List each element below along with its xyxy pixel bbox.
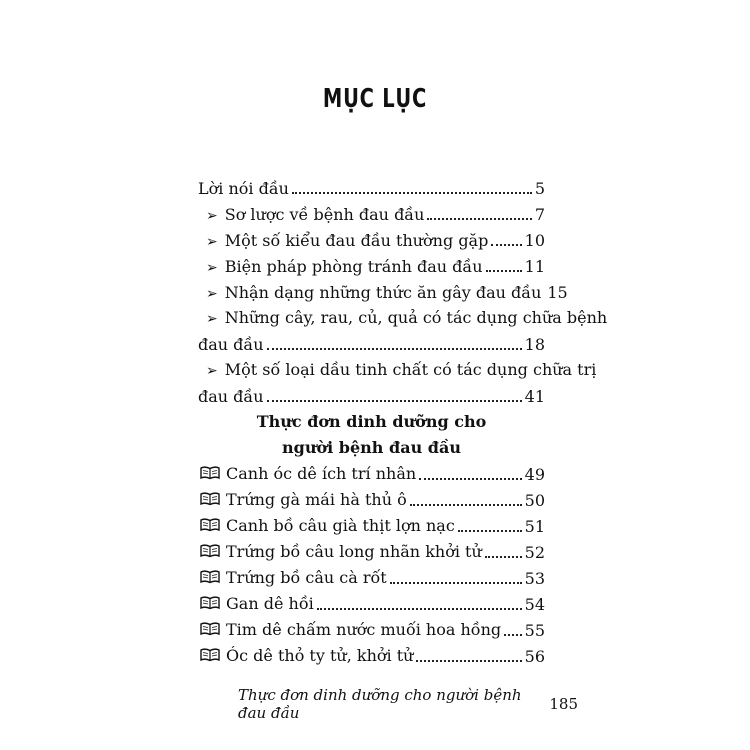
toc-entry <box>198 279 568 305</box>
recipe-entry <box>198 591 545 617</box>
recipe-text: Óc dê thỏ ty tử, khởi tử <box>226 646 414 665</box>
open-book-icon <box>200 569 220 588</box>
recipe-text: Gan dê hồi <box>226 594 314 613</box>
toc-entry-intro <box>198 175 545 201</box>
section-heading-line1: Thực đơn dinh dưỡng cho <box>256 412 487 431</box>
toc-page-number: 11 <box>524 256 545 276</box>
dot-leader <box>491 244 521 246</box>
toc-page-number: 41 <box>524 386 545 406</box>
dot-leader <box>410 504 522 506</box>
toc-entry <box>198 227 545 253</box>
page-footer <box>238 686 578 722</box>
section-heading-line2: người bệnh đau đầu <box>282 438 461 457</box>
toc-page-number: 15 <box>547 282 568 302</box>
recipe-page-number: 50 <box>524 490 545 510</box>
recipe-page-number: 51 <box>524 516 545 536</box>
dot-leader <box>292 192 532 194</box>
open-book-icon <box>200 491 220 510</box>
recipe-page-number: 55 <box>524 620 545 640</box>
recipe-page-number: 56 <box>524 646 545 666</box>
open-book-icon <box>200 595 220 614</box>
toc-entry-text: đau đầu <box>198 386 264 406</box>
dot-leader <box>317 608 522 610</box>
recipe-entry <box>198 487 545 513</box>
toc-entry-text: Sơ lược về bệnh đau đầu <box>224 204 425 224</box>
dot-leader <box>427 218 531 220</box>
recipe-entry <box>198 513 545 539</box>
recipe-text: Trứng bồ câu long nhãn khởi tử <box>226 542 482 561</box>
recipe-text: Trứng bồ câu cà rốt <box>226 568 387 587</box>
toc-entry-text: Nhận dạng những thức ăn gây đau đầu <box>224 282 542 302</box>
arrow-bullet-icon: ➢ <box>206 285 218 302</box>
arrow-bullet-icon: ➢ <box>206 207 218 224</box>
dot-leader <box>419 478 521 480</box>
recipe-entry <box>198 539 545 565</box>
toc-page-number: 5 <box>534 178 545 198</box>
dot-leader <box>458 530 522 532</box>
toc-entry-text: Biện pháp phòng tránh đau đầu <box>224 256 483 276</box>
recipe-page-number: 52 <box>524 542 545 562</box>
dot-leader <box>416 660 521 662</box>
toc-entry-wrap-line2 <box>198 383 545 409</box>
toc-page-number: 18 <box>524 334 545 354</box>
recipe-page-number: 53 <box>524 568 545 588</box>
dot-leader <box>267 348 522 350</box>
recipe-entry <box>198 565 545 591</box>
recipe-text: Tim dê chấm nước muối hoa hồng <box>226 620 502 639</box>
arrow-bullet-icon: ➢ <box>206 259 218 276</box>
recipe-text: Canh bồ câu già thịt lợn nạc <box>226 516 455 535</box>
arrow-bullet-icon: ➢ <box>206 311 218 327</box>
toc-entry-wrap-line1: ➢ Một số loại dầu tinh chất có tác dụng chữa trị <box>206 360 597 379</box>
dot-leader <box>390 582 522 584</box>
recipe-text: Trứng gà mái hà thủ ô <box>226 490 407 509</box>
toc-entry <box>198 253 545 279</box>
recipe-list <box>198 461 545 669</box>
recipe-text: Canh óc dê ích trí nhân <box>226 464 417 483</box>
recipe-entry <box>198 643 545 669</box>
toc-entry-wrap-line2 <box>198 331 545 357</box>
dot-leader <box>267 400 522 402</box>
recipe-page-number: 54 <box>524 594 545 614</box>
toc-entry-text: Một số kiểu đau đầu thường gặp <box>224 230 489 250</box>
arrow-bullet-icon: ➢ <box>206 233 218 250</box>
table-of-contents <box>198 175 608 669</box>
recipe-entry <box>198 617 545 643</box>
page-number: 185 <box>549 695 578 713</box>
toc-entry-text: Lời nói đầu <box>198 178 289 198</box>
toc-entry-text: đau đầu <box>198 334 264 354</box>
dot-leader <box>486 270 522 272</box>
toc-page-number: 10 <box>524 230 545 250</box>
open-book-icon <box>200 543 220 562</box>
arrow-bullet-icon: ➢ <box>206 363 218 379</box>
open-book-icon <box>200 465 220 484</box>
toc-page-number: 7 <box>534 204 545 224</box>
open-book-icon <box>200 621 220 640</box>
running-title: Thực đơn dinh dưỡng cho người bệnh đau đầu <box>238 686 522 722</box>
recipe-page-number: 49 <box>524 464 545 484</box>
recipe-entry <box>198 461 545 487</box>
page-title: MỤC LỤC <box>322 84 428 114</box>
open-book-icon <box>200 517 220 536</box>
toc-entry <box>198 201 545 227</box>
open-book-icon <box>200 647 220 666</box>
dot-leader <box>485 556 522 558</box>
dot-leader <box>504 634 522 636</box>
toc-entry-wrap-line1: ➢ Những cây, rau, củ, quả có tác dụng chữa bệnh <box>206 308 608 327</box>
